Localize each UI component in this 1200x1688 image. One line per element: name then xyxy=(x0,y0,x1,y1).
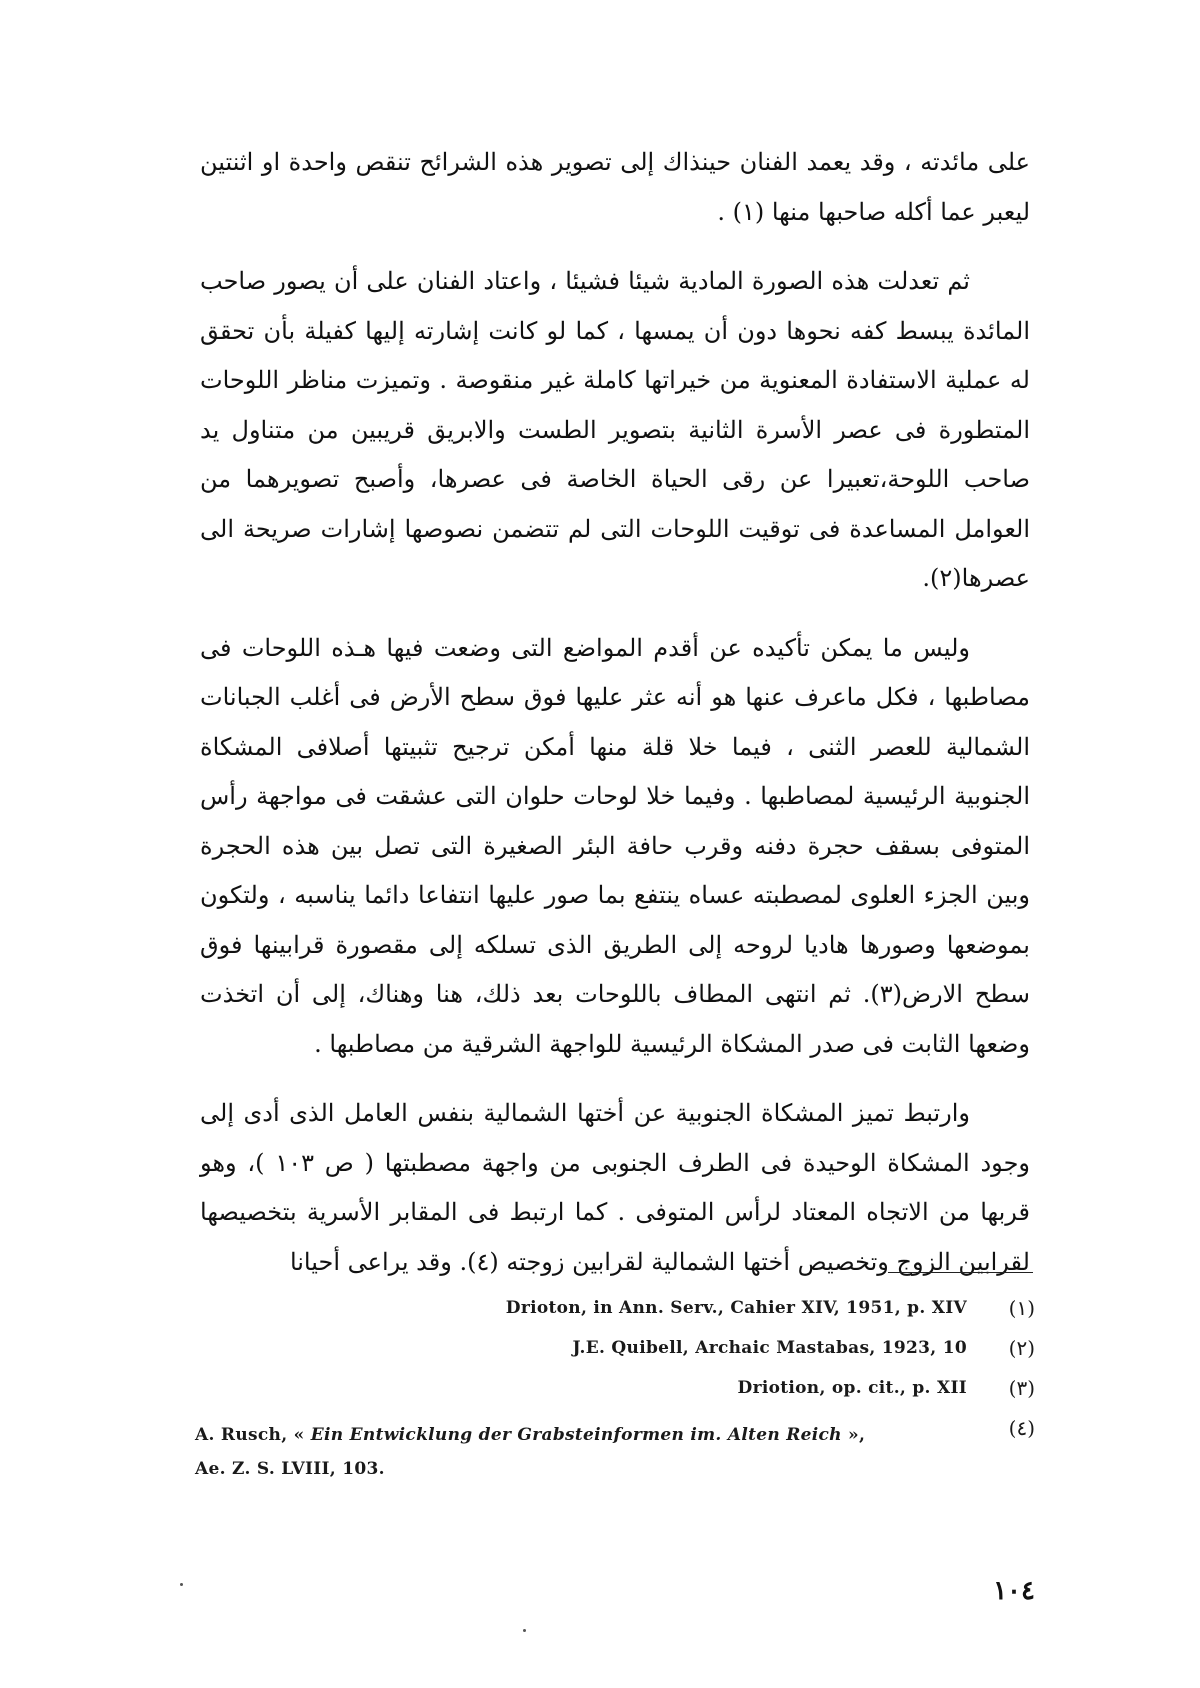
footnote-number: (٢) xyxy=(1008,1336,1035,1360)
paragraph-1: على مائدته ، وقد يعمد الفنان حينذاك إلى تصوير هذه الشرائح تنقص واحدة او اثنتين ليعبر عما أكله صاحبها منها (١) . xyxy=(200,148,1030,226)
footnote-2 xyxy=(195,1336,1035,1376)
footnote-citation: Drioton, in Ann. Serv., Cahier XIV, 1951, p. XIV xyxy=(505,1298,967,1318)
footnote-divider xyxy=(888,1272,1033,1273)
footnote-number: (١) xyxy=(1008,1296,1035,1320)
citation-journal: Ae. Z. S. LVIII, 103. xyxy=(195,1459,385,1479)
footnote-number: (٣) xyxy=(1008,1376,1035,1400)
footnote-3 xyxy=(195,1376,1035,1416)
footnote-citation: J.E. Quibell, Archaic Mastabas, 1923, 10 xyxy=(572,1338,967,1358)
footnote-citation: Driotion, op. cit., p. XII xyxy=(737,1378,967,1398)
scan-speck xyxy=(180,1583,183,1586)
citation-close: », xyxy=(841,1425,866,1445)
paragraph-2: ثم تعدلت هذه الصورة المادية شيئا فشيئا ، واعتاد الفنان على أن يصور صاحب المائدة يبسط كفه نحوها دون أن يمسها ، كما لو كانت إشارته إليها كفيلة بأن تحقق له عملية الاستفادة المعنوية من خيراتها كاملة غير منقوصة . وتميزت مناظر اللوحات المتطورة فى عصر الأسرة الثانية بتصوير الطست والابريق قريبين من متناول يد صاحب اللوحة،تعبيرا عن رقى الحياة الخاصة فى عصرها، وأصبح تصويرهما من العوامل المساعدة فى توقيت اللوحات التى لم تتضمن نصوصها إشارات صريحة الى عصرها(٢). xyxy=(200,267,1030,592)
footnotes xyxy=(195,1296,1035,1480)
citation-title: Ein Entwicklung der Grabsteinformen im. Alten Reich xyxy=(310,1425,842,1445)
body-text xyxy=(200,138,1030,1287)
citation-author: A. Rusch, « xyxy=(195,1425,311,1445)
footnote-1 xyxy=(195,1296,1035,1336)
footnote-4 xyxy=(195,1416,1035,1480)
scan-speck xyxy=(523,1629,526,1632)
paragraph-3: وليس ما يمكن تأكيده عن أقدم المواضع التى وضعت فيها هـذه اللوحات فى مصاطبها ، فكل ماعرف عنها هو أنه عثر عليها فوق سطح الأرض فى أغلب الجبانات الشمالية للعصر الثنى ، فيما خلا قلة منها أمكن ترجيح تثبيتها أصلافى المشكاة الجنوبية الرئيسية لمصاطبها . وفيما خلا لوحات حلوان التى عشقت فى مواجهة رأس المتوفى بسقف حجرة دفنه وقرب حافة البئر الصغيرة التى تصل بين هذه الحجرة وبين الجزء العلوى لمصطبته عساه ينتفع بما صور عليها انتفاعا دائما يناسبه ، ولتكون بموضعها وصورها هاديا لروحه إلى الطريق الذى تسلكه إلى مقصورة قرابينها فوق سطح الارض(٣). ثم انتهى المطاف باللوحات بعد ذلك، هنا وهناك، إلى أن اتخذت وضعها الثابت فى صدر المشكاة الرئيسية للواجهة الشرقية من مصاطبها . xyxy=(200,633,1030,1058)
footnote-citation xyxy=(195,1418,967,1486)
page-number: ١٠٤ xyxy=(993,1576,1035,1606)
paragraph-4: وارتبط تميز المشكاة الجنوبية عن أختها الشمالية بنفس العامل الذى أدى إلى وجود المشكاة الوحيدة فى الطرف الجنوبى من واجهة مصطبتها ( ص ١٠٣ )، وهو قربها من الاتجاه المعتاد لرأس المتوفى . كما ارتبط فى المقابر الأسرية بتخصيصها لقرابين الزوج وتخصيص أختها الشمالية لقرابين زوجته (٤). وقد يراعى أحيانا xyxy=(200,1099,1030,1276)
footnote-number: (٤) xyxy=(1008,1416,1035,1440)
